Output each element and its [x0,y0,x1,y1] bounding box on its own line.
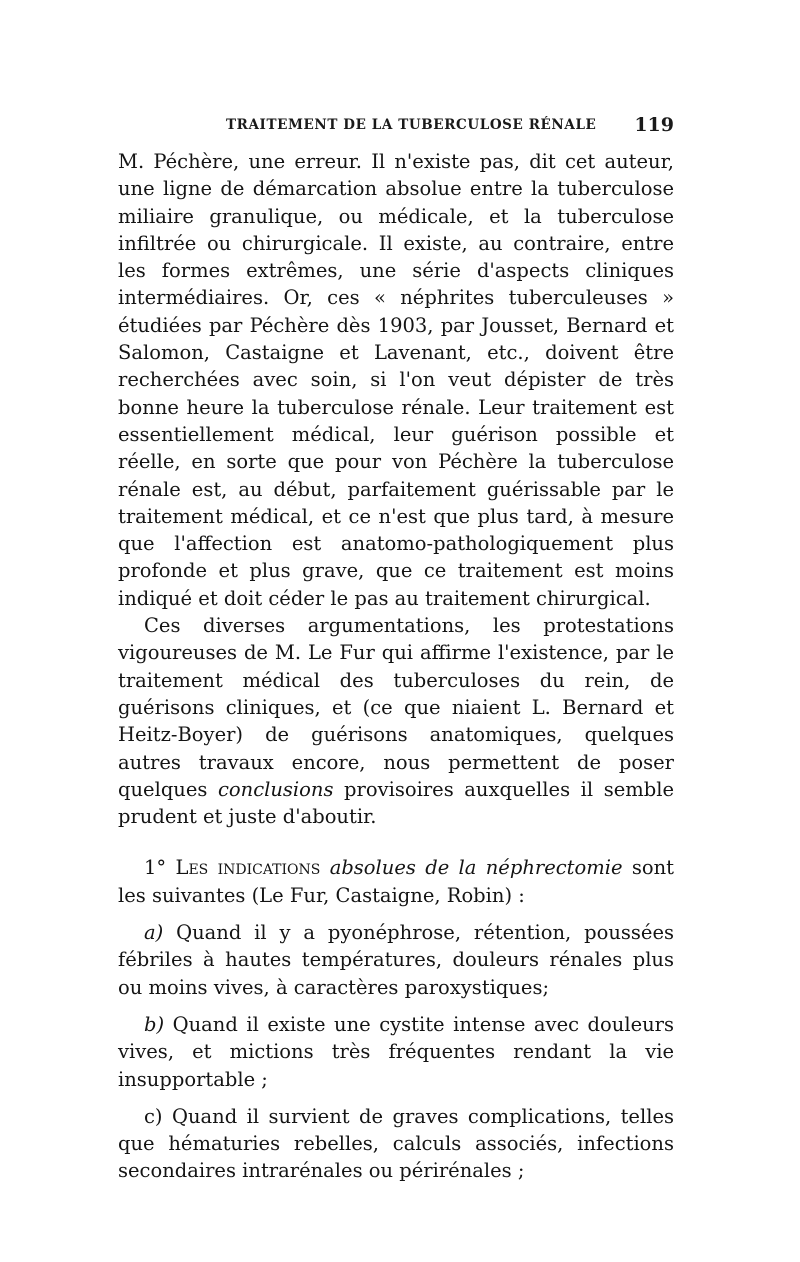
indications-text: sont les suivantes (Le Fur, Castaigne, Robin) : [118,856,674,907]
item-c-text: Quand il survient de graves complications, telles que hématuries rebelles, calculs associés, infections secondaires intrarénales ou périrénales ; [118,1104,674,1183]
list-item-c [118,1103,674,1185]
body-text [118,148,674,1185]
item-c-letter: c) [144,1104,163,1128]
item-a-text: Quand il y a pyonéphrose, rétention, poussées fébriles à hautes températures, douleurs rénales plus ou moins vives, à caractères paroxystiques; [118,921,674,999]
conclusions-italic: conclusions [217,777,334,801]
paragraph-argumentations-text: Ces diverses argumentations, les protestations vigoureuses de M. Le Fur qui affirme l'existence, par le traitement médical des tuberculoses du rein, de guérisons cliniques, et (ce que niaient L. Bernard et Heitz-Boyer) de guérisons anatomiques, quelques autres travaux encore, nous permettent de poser quelques [118,614,674,801]
indications-smallcaps: Les indications [175,856,321,880]
list-item-a [118,919,674,1001]
paragraph-continuation: M. Péchère, une erreur. Il n'existe pas, dit cet auteur, une ligne de démarcation absolue entre la tuberculose miliaire granulique, ou médicale, et la tuberculose infiltrée ou chirurgicale. Il existe, au contraire, entre les formes extrêmes, une série d'aspects cliniques intermédiaires. Or, ces « néphrites tuberculeuses » étudiées par Péchère dès 1903, par Jousset, Bernard et Salomon, Castaigne et Lavenant, etc., doivent être recherchées avec soin, si l'on veut dépister de très bonne heure la tuberculose rénale. Leur traitement est essentiellement médical, leur guérison possible et réelle, en sorte que pour von Péchère la tuberculose rénale est, au début, parfaitement guérissable par le traitement médical, et ce n'est que plus tard, à mesure que l'affection est anatomo-pathologiquement plus profonde et plus grave, que ce traitement est moins indiqué et doit céder le pas au traitement chirurgical. [118,150,674,610]
running-title: TRAITEMENT DE LA TUBERCULOSE RÉNALE [226,117,597,133]
item-b-text: Quand il existe une cystite intense avec douleurs vives, et mictions très fréquentes rendant la vie insupportable ; [118,1012,674,1091]
indication-number: 1° [144,856,167,880]
paragraph-indications [118,854,674,909]
running-head [118,114,674,140]
item-a-letter: a) [144,921,164,945]
item-b-letter: b) [144,1012,165,1036]
page-number: 119 [634,114,674,136]
indications-italic: absolues de la néphrectomie [329,856,623,880]
list-item-b [118,1011,674,1093]
paragraph-argumentations [118,612,674,830]
paragraph-argumentations-end: provisoires auxquelles il semble prudent et juste d'aboutir. [118,777,674,829]
